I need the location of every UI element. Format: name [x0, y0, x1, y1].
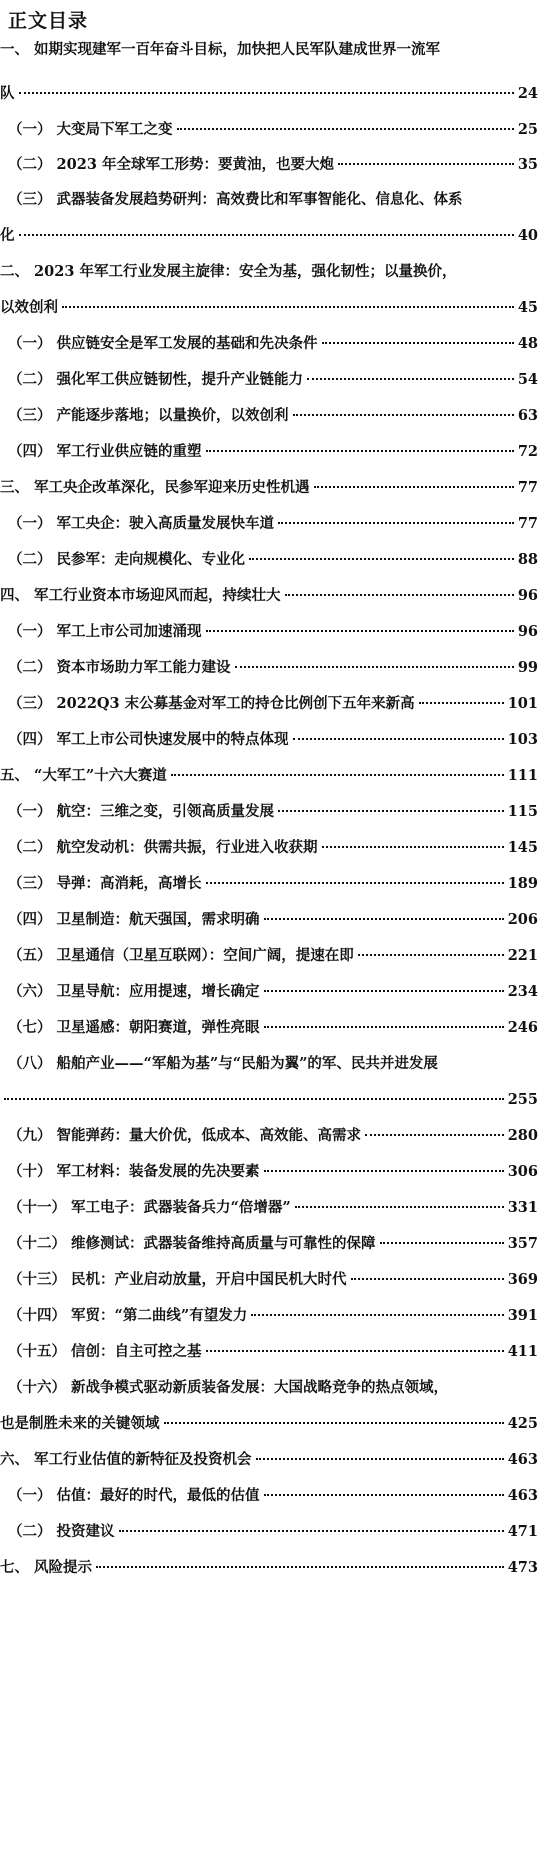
dot-leader — [264, 1026, 504, 1028]
toc-entry[interactable] — [0, 260, 538, 284]
toc-entry-page: 306 — [507, 1163, 538, 1180]
toc-entry[interactable] — [8, 1376, 538, 1400]
dot-leader — [293, 414, 514, 416]
toc-entry-label: （四） 军工行业供应链的重塑 — [8, 443, 202, 460]
toc-entry-page: 246 — [507, 1019, 538, 1036]
toc-entry-label: （九） 智能弹药：量大价优，低成本、高效能、高需求 — [8, 1127, 362, 1144]
dot-leader — [322, 342, 514, 344]
toc-entry-label: （二） 民参军：走向规模化、专业化 — [8, 551, 246, 568]
toc-entry-label: （四） 卫星制造：航天强国，需求明确 — [8, 911, 260, 928]
toc-entry-label: （十四） 军贸：“第二曲线”有望发力 — [8, 1307, 248, 1324]
dot-leader — [19, 234, 514, 236]
dot-leader — [251, 1314, 503, 1316]
dot-leader — [351, 1278, 504, 1280]
toc-entry-page: 471 — [507, 1523, 538, 1540]
toc-entry-label: 四、 军工行业资本市场迎风而起，持续壮大 — [0, 587, 281, 604]
toc-entry-page: 45 — [517, 299, 538, 316]
toc-entry-page: 77 — [517, 515, 538, 532]
toc-entry[interactable] — [0, 764, 538, 788]
toc-entry-page: 255 — [507, 1091, 538, 1108]
toc-entry[interactable] — [8, 1520, 538, 1544]
toc-entry-page: 103 — [507, 731, 538, 748]
toc-entry-label: （十六） 新战争模式驱动新质装备发展：大国战略竞争的热点领域， — [8, 1379, 449, 1396]
toc-entry-label: 六、 军工行业估值的新特征及投资机会 — [0, 1451, 252, 1468]
toc-entry[interactable] — [0, 38, 538, 62]
toc-entry[interactable] — [0, 1412, 538, 1436]
toc-entry[interactable] — [8, 404, 538, 428]
toc-entry[interactable] — [8, 692, 538, 716]
toc-entry[interactable] — [8, 1268, 538, 1292]
toc-entry-page: 473 — [507, 1559, 538, 1576]
toc-entry[interactable] — [8, 728, 538, 752]
toc-entry[interactable] — [8, 980, 538, 1004]
toc-entry-page: 221 — [507, 947, 538, 964]
dot-leader — [278, 522, 514, 524]
toc-entry-label: （二） 2023 年全球军工形势：要黄油，也要大炮 — [8, 156, 334, 173]
dot-leader — [358, 954, 504, 956]
toc-entry-label: （一） 航空：三维之变，引领高质量发展 — [8, 803, 275, 820]
toc-entry-label: 也是制胜未来的关键领域 — [0, 1415, 160, 1432]
dot-leader — [119, 1530, 504, 1532]
dot-leader — [380, 1242, 504, 1244]
dot-leader — [365, 1134, 504, 1136]
toc-entry-page: 463 — [507, 1487, 538, 1504]
toc-entry-label: （八） 船舶产业——“军船为基”与“民船为翼”的军、民共并进发展 — [8, 1055, 438, 1072]
toc-entry[interactable] — [0, 1448, 538, 1472]
toc-entry[interactable] — [0, 1556, 538, 1580]
toc-entry[interactable] — [0, 82, 538, 106]
toc-entry-label: 队 — [0, 85, 15, 102]
toc-entry[interactable] — [8, 1124, 538, 1148]
toc-entry[interactable] — [0, 1088, 538, 1112]
toc-entry[interactable] — [0, 476, 538, 500]
dot-leader — [264, 1494, 504, 1496]
toc-entry-page: 331 — [507, 1199, 538, 1216]
dot-leader — [307, 378, 514, 380]
toc-entry[interactable] — [8, 1160, 538, 1184]
toc-entry-page: 54 — [517, 371, 538, 388]
toc-entry-label: （十五） 信创：自主可控之基 — [8, 1343, 202, 1360]
toc-entry[interactable] — [8, 944, 538, 968]
toc-entry-label: 三、 军工央企改革深化，民参军迎来历史性机遇 — [0, 479, 310, 496]
toc-entry-page: 101 — [507, 695, 538, 712]
dot-leader — [171, 774, 504, 776]
toc-entry-label: 七、 风险提示 — [0, 1559, 93, 1576]
dot-leader — [285, 594, 514, 596]
toc-entry-page: 369 — [507, 1271, 538, 1288]
toc-entry-label: （二） 资本市场助力军工能力建设 — [8, 659, 231, 676]
toc-entry-label: （一） 军工上市公司加速涌现 — [8, 623, 202, 640]
toc-entry-label: （五） 卫星通信（卫星互联网）：空间广阔，提速在即 — [8, 947, 354, 964]
toc-entry-page: 40 — [517, 227, 538, 244]
toc-entry-label: （十三） 民机：产业启动放量，开启中国民机大时代 — [8, 1271, 347, 1288]
dot-leader — [206, 450, 514, 452]
toc-entry-page: 391 — [507, 1307, 538, 1324]
toc-entry[interactable] — [8, 1340, 538, 1364]
toc-entry-label: 一、 如期实现建军一百年奋斗目标，加快把人民军队建成世界一流军 — [0, 41, 441, 58]
toc-entry[interactable] — [8, 512, 538, 536]
toc-entry-label: （三） 导弹：高消耗，高增长 — [8, 875, 202, 892]
dot-leader — [206, 1350, 504, 1352]
dot-leader — [19, 92, 514, 94]
toc-entry[interactable] — [8, 548, 538, 572]
toc-entry-label: （四） 军工上市公司快速发展中的特点体现 — [8, 731, 289, 748]
toc-entry-label: （六） 卫星导航：应用提速，增长确定 — [8, 983, 260, 1000]
toc-entry-page: 35 — [517, 156, 538, 173]
toc-entry-label: 五、 “大军工”十六大赛道 — [0, 767, 167, 784]
toc-entry-page: 96 — [517, 587, 538, 604]
toc-entry-page: 206 — [507, 911, 538, 928]
toc-entry[interactable] — [8, 188, 538, 212]
dot-leader — [295, 1206, 504, 1208]
dot-leader — [338, 163, 514, 165]
dot-leader — [256, 1458, 504, 1460]
toc-entry[interactable] — [8, 1232, 538, 1256]
toc-entry-page: 24 — [517, 85, 538, 102]
toc-entry-page: 189 — [507, 875, 538, 892]
toc-entry[interactable] — [8, 836, 538, 860]
toc-entry-label: 二、 2023 年军工行业发展主旋律：安全为基，强化韧性；以量换价， — [0, 263, 457, 280]
toc-entry-label: （一） 军工央企：驶入高质量发展快车道 — [8, 515, 275, 532]
toc-entry-page: 425 — [507, 1415, 538, 1432]
dot-leader — [177, 128, 514, 130]
toc-entry-label: （一） 估值：最好的时代，最低的估值 — [8, 1487, 260, 1504]
toc-entry[interactable] — [8, 1484, 538, 1508]
toc-title: 正文目录 — [8, 10, 89, 32]
dot-leader — [164, 1422, 504, 1424]
toc-entry[interactable] — [0, 584, 538, 608]
toc-entry-page: 111 — [507, 767, 538, 784]
dot-leader — [264, 918, 504, 920]
dot-leader — [278, 810, 504, 812]
toc-entry-label: （二） 强化军工供应链韧性，提升产业链能力 — [8, 371, 304, 388]
toc-entry[interactable] — [8, 153, 538, 177]
toc-entry-label: （三） 产能逐步落地；以量换价，以效创利 — [8, 407, 289, 424]
toc-entry[interactable] — [8, 656, 538, 680]
toc-entry-page: 463 — [507, 1451, 538, 1468]
toc-entry-page: 96 — [517, 623, 538, 640]
dot-leader — [293, 738, 504, 740]
toc-entry-page: 411 — [507, 1343, 538, 1360]
toc-entry-label: （一） 供应链安全是军工发展的基础和先决条件 — [8, 335, 318, 352]
toc-entry-label: （一） 大变局下军工之变 — [8, 121, 173, 138]
toc-entry-label: （七） 卫星遥感：朝阳赛道，弹性亮眼 — [8, 1019, 260, 1036]
dot-leader — [206, 630, 514, 632]
toc-entry-page: 99 — [517, 659, 538, 676]
dot-leader — [322, 846, 504, 848]
dot-leader — [206, 882, 504, 884]
toc-entry[interactable] — [8, 440, 538, 464]
dot-leader — [264, 1170, 504, 1172]
toc-entry-page: 280 — [507, 1127, 538, 1144]
toc-entry-label: （十一） 军工电子：武器装备兵力“倍增器” — [8, 1199, 291, 1216]
toc-entry[interactable] — [8, 800, 538, 824]
toc-entry-page: 72 — [517, 443, 538, 460]
toc-entry-page: 115 — [507, 803, 538, 820]
toc-entry[interactable] — [8, 1016, 538, 1040]
toc-entry-label: （三） 2022Q3 末公募基金对军工的持仓比例创下五年来新高 — [8, 695, 415, 712]
toc-entry[interactable] — [0, 224, 538, 248]
toc-entry[interactable] — [8, 1052, 538, 1076]
toc-entry[interactable] — [8, 620, 538, 644]
toc-entry[interactable] — [8, 368, 538, 392]
dot-leader — [96, 1566, 504, 1568]
dot-leader — [62, 306, 514, 308]
toc-entry-label: （十二） 维修测试：武器装备维持高质量与可靠性的保障 — [8, 1235, 376, 1252]
toc-entry-label: 化 — [0, 227, 15, 244]
toc-entry-label: （十） 军工材料：装备发展的先决要素 — [8, 1163, 260, 1180]
toc-entry-page: 77 — [517, 479, 538, 496]
dot-leader — [264, 990, 504, 992]
dot-leader — [4, 1098, 504, 1100]
toc-entry[interactable] — [8, 1196, 538, 1220]
toc-entry[interactable] — [8, 118, 538, 142]
toc-entry-page: 357 — [507, 1235, 538, 1252]
dot-leader — [249, 558, 514, 560]
dot-leader — [314, 486, 514, 488]
toc-entry-page: 48 — [517, 335, 538, 352]
dot-leader — [419, 702, 504, 704]
toc-entry-page: 25 — [517, 121, 538, 138]
toc-entry-label: （二） 航空发动机：供需共振，行业进入收获期 — [8, 839, 318, 856]
toc-entry[interactable] — [8, 872, 538, 896]
toc-entry[interactable] — [0, 296, 538, 320]
toc-entry[interactable] — [8, 908, 538, 932]
toc-entry-label: （二） 投资建议 — [8, 1523, 115, 1540]
toc-entry[interactable] — [8, 332, 538, 356]
toc-entry-page: 88 — [517, 551, 538, 568]
toc-entry-page: 234 — [507, 983, 538, 1000]
dot-leader — [235, 666, 514, 668]
toc-entry[interactable] — [8, 1304, 538, 1328]
toc-entry-label: （三） 武器装备发展趋势研判：高效费比和军事智能化、信息化、体系 — [8, 191, 463, 208]
toc-entry-page: 145 — [507, 839, 538, 856]
toc-entry-page: 63 — [517, 407, 538, 424]
toc-entry-label: 以效创利 — [0, 299, 58, 316]
